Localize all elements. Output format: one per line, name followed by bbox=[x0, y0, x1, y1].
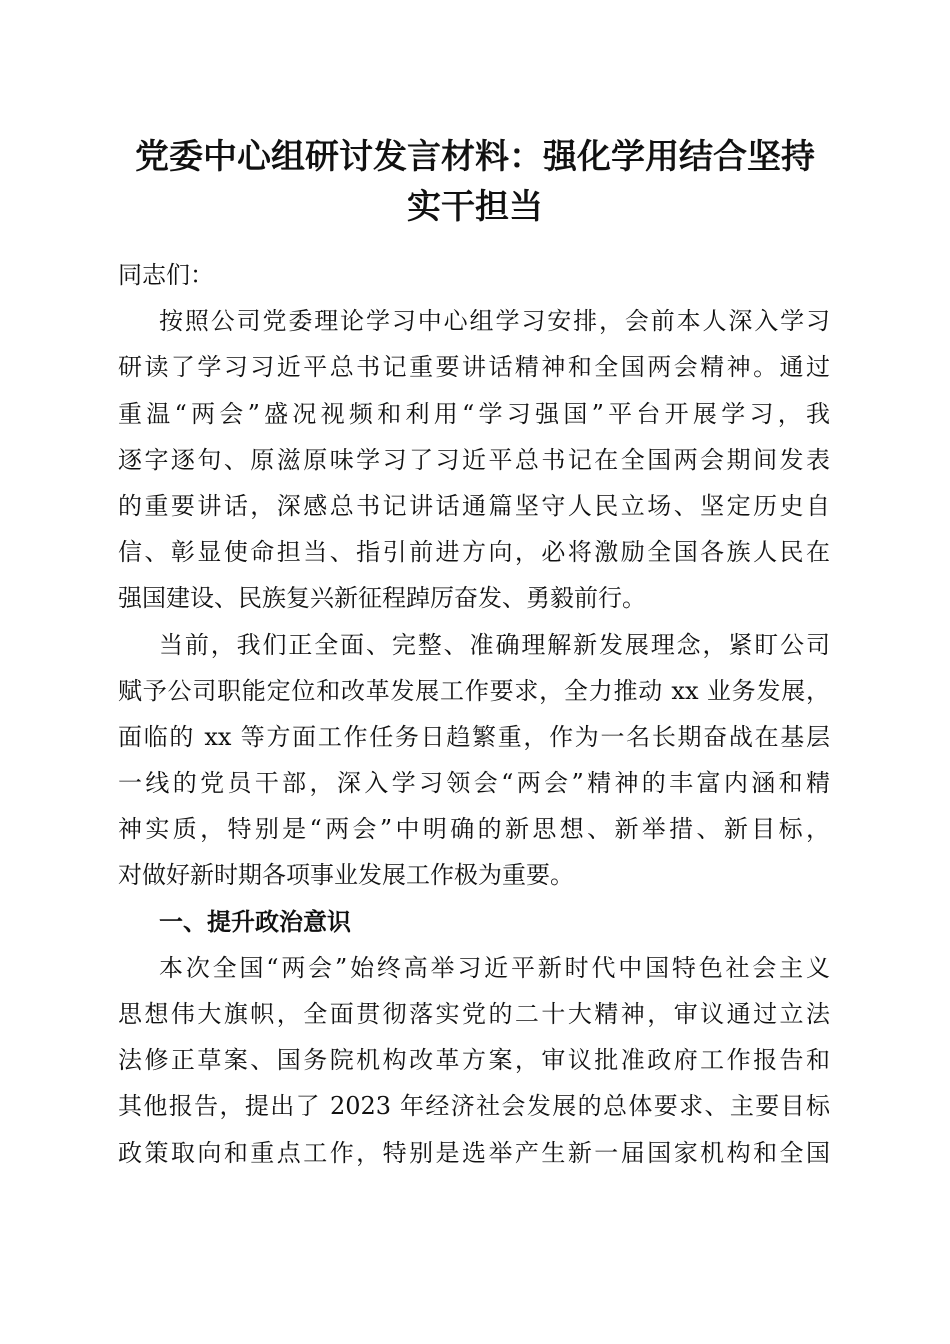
title-line: 实干担当 bbox=[407, 187, 543, 227]
paragraph-2 bbox=[118, 622, 830, 899]
paragraph-line: 政策取向和重点工作，特别是选举产生新一届国家机构和全国 bbox=[118, 1138, 830, 1167]
document-body bbox=[118, 252, 830, 1176]
title-line: 党委中心组研讨发言材料：强化学用结合坚持 bbox=[135, 137, 815, 177]
paragraph-line: 信、彰显使命担当、指引前进方向，必将激励全国各族人民在 bbox=[118, 538, 830, 567]
paragraph-line: 当前，我们正全面、完整、准确理解新发展理念，紧盯公司 bbox=[159, 630, 830, 659]
paragraph-line: 的重要讲话，深感总书记讲话通篇坚守人民立场、坚定历史自 bbox=[118, 491, 830, 520]
paragraph-line: 思想伟大旗帜，全面贯彻落实党的二十大精神，审议通过立法 bbox=[118, 1000, 830, 1028]
paragraph-line: 本次全国“两会”始终高举习近平新时代中国特色社会主义 bbox=[159, 953, 830, 982]
paragraph-line: 其他报告，提出了 2023 年经济社会发展的总体要求、主要目标 bbox=[118, 1092, 830, 1121]
paragraph-line: 重温“两会”盛况视频和利用“学习强国”平台开展学习，我 bbox=[118, 399, 830, 428]
paragraph-line: 神实质，特别是“两会”中明确的新思想、新举措、新目标， bbox=[118, 815, 830, 844]
paragraph-line: 面临的 xx 等方面工作任务日趋繁重，作为一名长期奋战在基层 bbox=[118, 722, 830, 751]
salutation: 同志们： bbox=[118, 261, 214, 289]
paragraph-3 bbox=[118, 945, 830, 1176]
paragraph-line: 对做好新时期各项事业发展工作极为重要。 bbox=[118, 861, 574, 890]
paragraph-line: 按照公司党委理论学习中心组学习安排，会前本人深入学习 bbox=[159, 307, 830, 336]
document-title bbox=[100, 132, 850, 232]
paragraph-line: 强国建设、民族复兴新征程踔厉奋发、勇毅前行。 bbox=[118, 584, 646, 613]
paragraph-line: 研读了学习习近平总书记重要讲话精神和全国两会精神。通过 bbox=[118, 353, 830, 382]
section-heading: 一、提升政治意识 bbox=[159, 907, 351, 936]
paragraph-line: 一线的党员干部，深入学习领会“两会”精神的丰富内涵和精 bbox=[118, 769, 830, 798]
paragraph-line: 赋予公司职能定位和改革发展工作要求，全力推动 xx 业务发展， bbox=[118, 676, 830, 705]
paragraph-1 bbox=[118, 298, 830, 621]
paragraph-line: 逐字逐句、原滋原味学习了习近平总书记在全国两会期间发表 bbox=[118, 445, 830, 474]
paragraph-line: 法修正草案、国务院机构改革方案，审议批准政府工作报告和 bbox=[118, 1046, 830, 1075]
